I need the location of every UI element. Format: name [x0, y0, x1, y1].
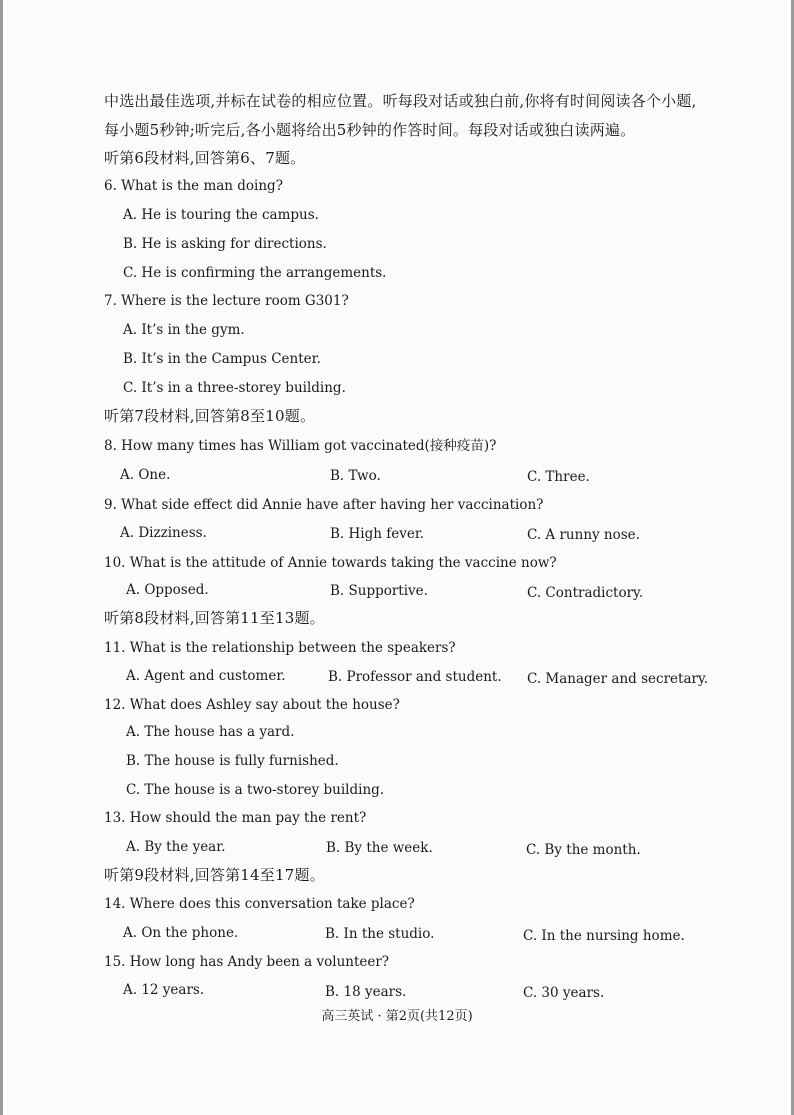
section-header: 听第8段材料,回答第11至13题。 — [104, 609, 325, 627]
option-c: C. The house is a two-storey building. — [126, 782, 385, 798]
scan-edge-left — [0, 0, 3, 1115]
option-a: A. Opposed. — [126, 582, 209, 598]
option-c: C. By the month. — [526, 842, 641, 858]
question-stem: 7. Where is the lecture room G301? — [104, 293, 349, 309]
option-b: B. 18 years. — [325, 984, 407, 1000]
option-c: C. Three. — [527, 469, 590, 485]
instructions-line-1: 中选出最佳选项,并标在试卷的相应位置。听每段对话或独白前,你将有时间阅读各个小题, — [104, 92, 697, 110]
question-stem: 9. What side effect did Annie have after having her vaccination? — [104, 497, 544, 513]
option-c: C. Contradictory. — [527, 585, 644, 601]
option-a: A. On the phone. — [123, 925, 239, 941]
option-a: A. The house has a yard. — [126, 724, 295, 740]
option-b: B. Supportive. — [330, 583, 428, 599]
question-stem: 12. What does Ashley say about the house? — [104, 697, 400, 713]
question-stem: 6. What is the man doing? — [104, 178, 283, 194]
option-b: B. The house is fully furnished. — [126, 753, 339, 769]
instructions-line-2: 每小题5秒钟;听完后,各小题将给出5秒钟的作答时间。每段对话或独白读两遍。 — [104, 121, 636, 139]
option-a: A. He is touring the campus. — [123, 207, 319, 223]
option-c: C. It’s in a three-storey building. — [123, 380, 346, 396]
option-b: B. In the studio. — [325, 926, 435, 942]
question-stem: 11. What is the relationship between the speakers? — [104, 640, 456, 656]
option-a: A. Dizziness. — [120, 525, 207, 541]
option-b: B. He is asking for directions. — [123, 236, 327, 252]
option-b: B. It’s in the Campus Center. — [123, 351, 321, 367]
question-stem: 10. What is the attitude of Annie towards taking the vaccine now? — [104, 555, 557, 571]
option-a: A. One. — [120, 467, 171, 483]
option-a: A. 12 years. — [123, 982, 205, 998]
option-b: B. Two. — [330, 468, 381, 484]
option-c: C. He is confirming the arrangements. — [123, 265, 387, 281]
section-header: 听第9段材料,回答第14至17题。 — [104, 866, 325, 884]
page-footer: 高三英试 · 第2页(共12页) — [321, 1009, 473, 1024]
option-b: B. High fever. — [330, 526, 425, 542]
question-stem: 8. How many times has William got vaccinated(接种疫苗)? — [104, 438, 497, 454]
option-c: C. 30 years. — [523, 985, 605, 1001]
option-c: C. In the nursing home. — [523, 928, 685, 944]
option-a: A. By the year. — [126, 839, 226, 855]
question-stem: 15. How long has Andy been a volunteer? — [104, 954, 390, 970]
option-b: B. By the week. — [326, 840, 433, 856]
option-b: B. Professor and student. — [328, 669, 502, 685]
question-stem: 13. How should the man pay the rent? — [104, 810, 367, 826]
option-a: A. It’s in the gym. — [123, 322, 245, 338]
option-c: C. A runny nose. — [527, 527, 640, 543]
question-stem: 14. Where does this conversation take place? — [104, 896, 415, 912]
option-c: C. Manager and secretary. — [527, 671, 709, 687]
option-a: A. Agent and customer. — [126, 668, 286, 684]
section-header: 听第6段材料,回答第6、7题。 — [104, 149, 306, 167]
section-header: 听第7段材料,回答第8至10题。 — [104, 407, 316, 425]
